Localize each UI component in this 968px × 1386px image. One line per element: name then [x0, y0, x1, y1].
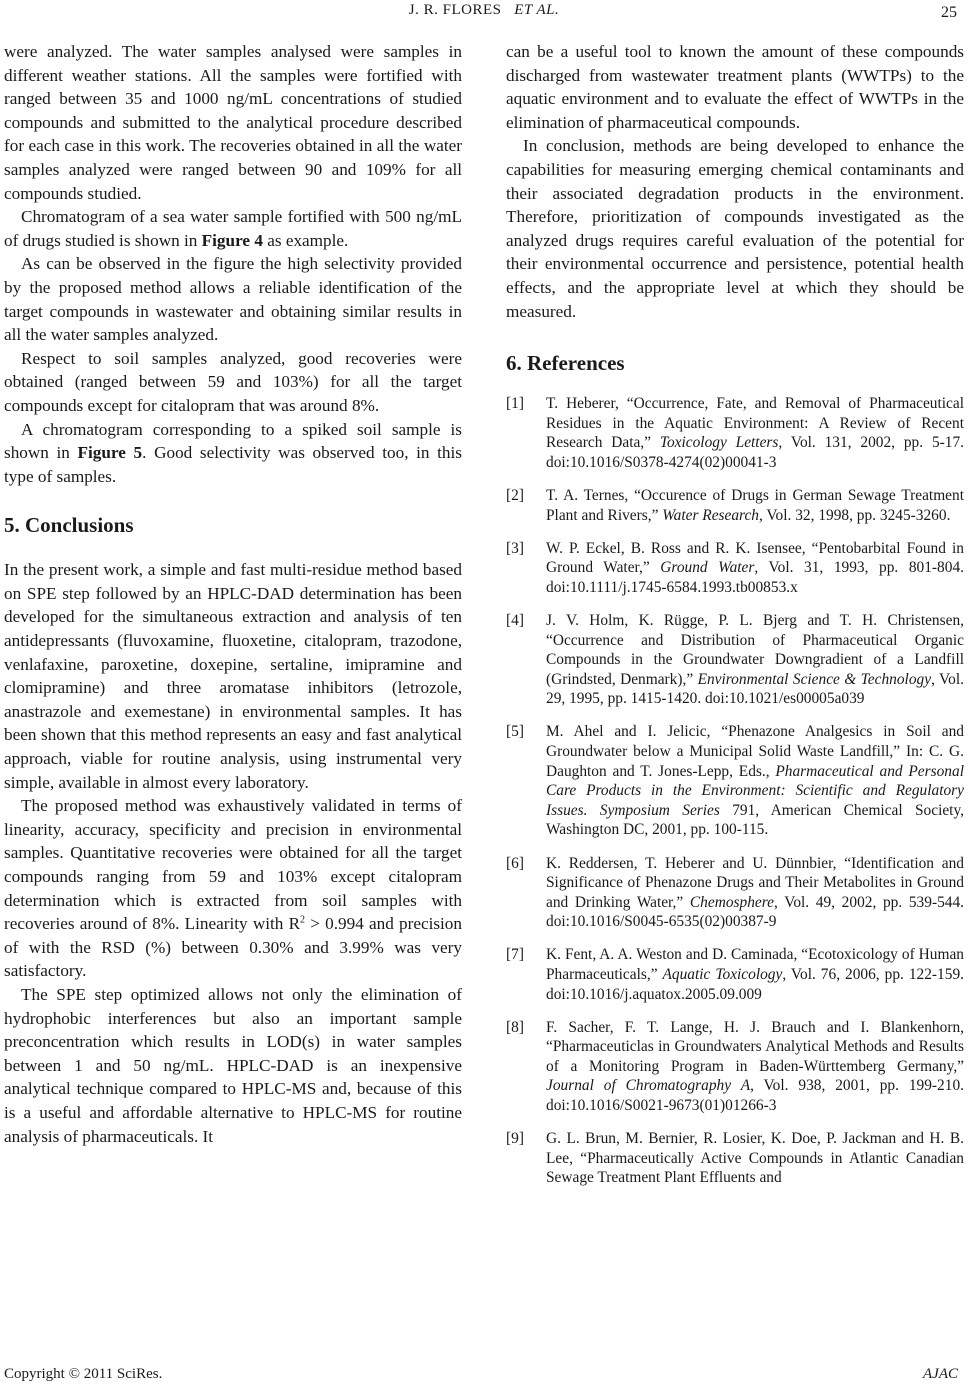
reference-item	[506, 1018, 964, 1116]
reference-item	[506, 722, 964, 840]
reference-number: [6]	[506, 854, 524, 872]
reference-item	[506, 394, 964, 472]
paragraph-conclusions-spe: The SPE step optimized allows not only the elimination of hydrophobic interferences but also an important sample preconcentration which results in LOD(s) in water samples between 1 and 50 ng/mL. HPLC-DAD is an inexpensive analytical technique compared to HPLC-MS and, because of this is a useful and affordable alternative to HPLC-MS for routine analysis of pharmaceuticals. It	[4, 984, 462, 1146]
reference-number: [2]	[506, 487, 524, 504]
running-head-etal: ET AL.	[514, 2, 560, 18]
running-head-author: J. R. FLORES	[408, 2, 502, 18]
reference-details: , Vol. 938, 2001, pp. 199-210. doi:10.1016/S0021-9673(01)01266-3	[546, 1077, 964, 1115]
figure-4-reference: Figure 4	[201, 230, 263, 250]
reference-details: , Vol. 29, 1995, pp. 1415-1420. doi:10.1021/es00005a039	[546, 670, 964, 708]
paragraph-water-samples: were analyzed. The water samples analysed were samples in different weather stations. All the samples were fortified with ranged between 35 and 1000 ng/mL concentrations of studied compounds and submitted to the analytical procedure described for each case in this work. The recoveries obtained in all the water samples analyzed were ranged between 90 and 109% for all compounds studied.	[4, 42, 462, 203]
text-fragment: as example.	[262, 230, 349, 250]
reference-journal: Chemosphere	[689, 893, 774, 911]
figure-5-reference: Figure 5	[77, 443, 143, 463]
reference-text: K. Reddersen, T. Heberer and U. Dünnbier, “Identification and Significance of Phenazone Drugs and Their Metabolites in Ground and Drinking Water,”	[546, 854, 964, 911]
reference-journal: Journal of Chromatography A	[546, 1077, 751, 1095]
paragraph-soil-samples: Respect to soil samples analyzed, good recoveries were obtained (ranged between 59 and 103%) for all the target compounds except for citalopram that was around 8%.	[4, 348, 462, 415]
left-column	[4, 40, 462, 1148]
paragraph-conclusions-method: In the present work, a simple and fast multi-residue method based on SPE step followed by an HPLC-DAD determination has been developed for the simultaneous extraction and analysis of ten antidepressants (fluvoxamine, fluoxetine, citalopram, trazodone, venlafaxine, paroxetine, doxepine, sertaline, imipramine and clomipramine) and three aromatase inhibitors (letrozole, anastrazole and exemestane) in environmental samples. It has been shown that this method represents an easy and fast analytical approach, viable for routine analysis, using instrumental very simple, available in almost every laboratory.	[4, 560, 462, 792]
text-fragment: A chromatogram corresponding to a spiked soil sample is shown in	[4, 419, 462, 463]
reference-text: T. Heberer, “Occurrence, Fate, and Removal of Pharmaceutical Residues in the Aquatic Environment: A Review of Recent Research Data,”	[546, 395, 964, 452]
page-footer	[0, 1366, 968, 1386]
section-heading-conclusions: 5. Conclusions	[4, 513, 134, 538]
superscript: 2	[300, 914, 306, 926]
paragraph-selectivity: As can be observed in the figure the high selectivity provided by the proposed method allows a reliable identification of the target compounds in wastewater and obtaining similar results in all the water samples analyzed.	[4, 254, 462, 345]
paragraph-figure-4	[4, 205, 462, 252]
paragraph-in-conclusion: In conclusion, methods are being developed to enhance the capabilities for measuring emerging chemical contaminants and their associated degradation products in the environment. Therefore, prioritization of compounds investigated as the analyzed drugs requires careful evaluation of the potential for their environmental occurrence and persistence, potential health effects, and the appropriate level at which they should be measured.	[506, 136, 964, 321]
paragraph-figure-5	[4, 418, 462, 489]
right-column	[506, 40, 964, 1201]
reference-text: T. A. Ternes, “Occurence of Drugs in German Sewage Treatment Plant and Rivers,”	[546, 487, 964, 524]
reference-number: [5]	[506, 723, 524, 741]
reference-text: G. L. Brun, M. Bernier, R. Losier, K. Doe, P. Jackman and H. B. Lee, “Pharmaceutically Active Compounds in Atlantic Canadian Sewage Treatment Plant Effluents and	[546, 1130, 964, 1187]
reference-number: [8]	[506, 1018, 524, 1036]
reference-journal: Pharmaceutical and Personal Care Products in the Environment: Scientific and Regulatory Issues. Symposium Series	[546, 762, 964, 819]
reference-item	[506, 486, 964, 525]
reference-journal: Water Research	[662, 506, 760, 524]
copyright-notice: Copyright © 2011 SciRes.	[4, 1366, 163, 1382]
text-fragment: > 0.994 and precision of with the RSD (%) between 0.30% and 3.99% was very satisfactory.	[4, 914, 462, 981]
reference-journal: Aquatic Toxicology	[662, 965, 783, 983]
text-fragment: Chromatogram of a sea water sample fortified with 500 ng/mL of drugs studied is shown in	[4, 207, 462, 250]
reference-item	[506, 611, 964, 709]
text-fragment: . Good selectivity was observed too, in this type of samples.	[4, 443, 462, 486]
reference-text: F. Sacher, F. T. Lange, H. J. Brauch and I. Blankenhorn, “Pharmaceuticlas in Groundwaters Analytical Methods and Results of a Monitoring Program in Baden-Württemberg Germany,”	[546, 1018, 964, 1075]
reference-number: [7]	[506, 946, 524, 964]
paragraph-wwtp: can be a useful tool to known the amount of these compounds discharged from wastewater treatment plants (WWTPs) to the aquatic environment and to evaluate the effect of WWTPs in the elimination of pharmaceutical compounds.	[506, 42, 964, 132]
reference-item	[506, 539, 964, 598]
reference-journal: Toxicology Letters	[659, 434, 779, 452]
reference-list	[506, 394, 964, 1188]
reference-details: 791, American Chemical Society, Washington DC, 2001, pp. 100-115.	[546, 801, 964, 839]
text-fragment: The proposed method was exhaustively validated in terms of linearity, accuracy, specificity and precision in environmental samples. Quantitative recoveries were obtained for all the target compounds ranging from 59 and 103% except citalopram determination which is extracted from soil samples with recoveries around of 8%. Linearity with R	[4, 796, 462, 934]
running-head	[0, 2, 968, 19]
reference-text: M. Ahel and I. Jelicic, “Phenazone Analgesics in Soil and Groundwater below a Municipal Solid Waste Landfill,” In: C. G. Daughton and T. Jones-Lepp, Eds.,	[546, 723, 964, 780]
reference-number: [3]	[506, 539, 524, 557]
reference-item	[506, 1129, 964, 1188]
reference-number: [1]	[506, 395, 524, 413]
reference-number: [4]	[506, 611, 524, 629]
reference-journal: Environmental Science & Technology	[697, 670, 932, 688]
reference-details: , Vol. 131, 2002, pp. 5-17. doi:10.1016/S0378-4274(02)00041-3	[546, 434, 965, 471]
reference-text: W. P. Eckel, B. Ross and R. K. Isensee, “Pentobarbital Found in Ground Water,”	[546, 539, 964, 577]
reference-item	[506, 854, 964, 932]
paragraph-conclusions-validation	[4, 794, 462, 983]
reference-number: [9]	[506, 1130, 524, 1148]
page-header	[0, 0, 968, 30]
reference-text: K. Fent, A. A. Weston and D. Caminada, “Ecotoxicology of Human Pharmaceuticals,”	[546, 946, 964, 983]
reference-details: , Vol. 49, 2002, pp. 539-544. doi:10.1016/S0045-6535(02)00387-9	[546, 893, 964, 931]
reference-journal: Ground Water	[660, 559, 755, 577]
reference-item	[506, 945, 964, 1004]
reference-details: , Vol. 31, 1993, pp. 801-804. doi:10.1111/j.1745-6584.1993.tb00853.x	[546, 559, 964, 596]
reference-details: , Vol. 32, 1998, pp. 3245-3260.	[759, 506, 951, 524]
reference-text: J. V. Holm, K. Rügge, P. L. Bjerg and T. H. Christensen, “Occurrence and Distribution of Pharmaceutical Organic Compounds in the Groundwater Downgradient of a Landfill (Grindsted, Denmark),”	[546, 611, 964, 688]
section-heading-references: 6. References	[506, 351, 625, 376]
page-number: 25	[941, 4, 957, 21]
reference-details: , Vol. 76, 2006, pp. 122-159. doi:10.1016/j.aquatox.2005.09.009	[546, 965, 964, 1003]
journal-abbreviation: AJAC	[923, 1366, 958, 1382]
